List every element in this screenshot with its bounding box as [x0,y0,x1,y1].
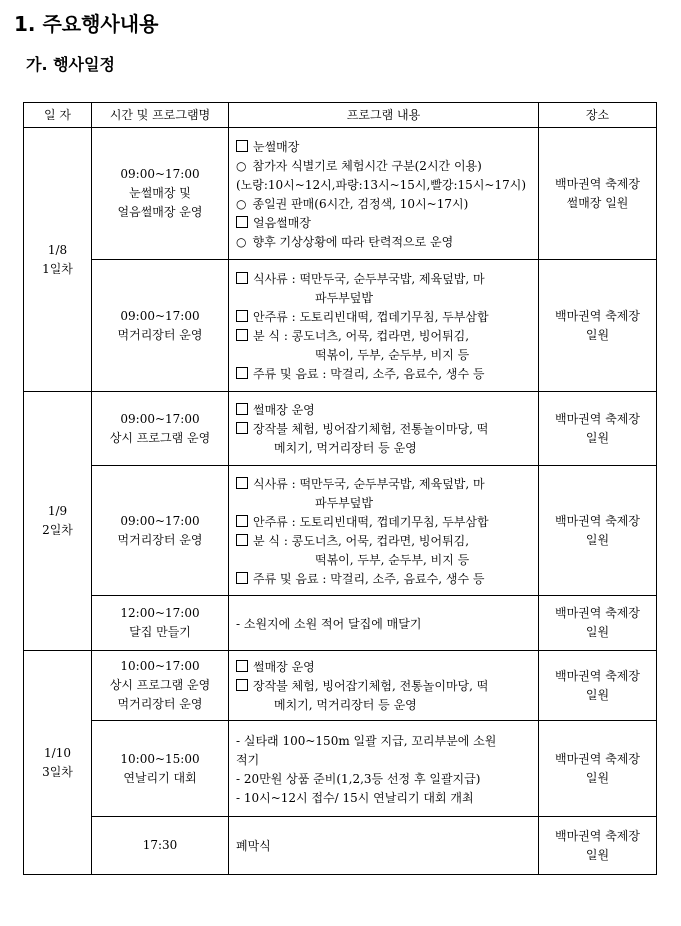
content-text: 분 식 : 콩도너츠, 어묵, 컵라면, 빙어튀김, [253,533,470,548]
content-text: 적기 [236,752,260,767]
time-program-cell: 17:30 [92,817,229,875]
content-line [236,789,532,808]
content-line [236,475,532,494]
content-line [236,308,532,327]
bullet-circle: ○ [236,158,247,173]
content-line [236,570,532,589]
content-cell [229,466,539,596]
time-program-cell: 09:00~17:00 상시 프로그램 운영 [92,392,229,466]
content-cell [229,721,539,817]
day-cell: 1/8 1일차 [24,128,92,392]
content-line [236,327,532,346]
content-line [236,615,532,634]
table-row [24,651,657,721]
content-line [236,289,532,308]
time-program-cell: 12:00~17:00 달집 만들기 [92,596,229,651]
day-cell: 1/10 3일차 [24,651,92,875]
content-line [236,551,532,570]
content-line [236,214,532,233]
table-row [24,392,657,466]
content-text: 주류 및 음료 : 막걸리, 소주, 음료수, 생수 등 [253,571,485,586]
checkbox-icon [236,422,248,434]
content-line [236,513,532,532]
content-text: - 실타래 100~150m 일괄 지급, 꼬리부분에 소원 [236,733,497,748]
content-cell [229,260,539,392]
checkbox-icon [236,660,248,672]
checkbox-icon [236,534,248,546]
bullet-circle: ○ [236,234,247,249]
checkbox-icon [236,403,248,415]
content-line [236,233,532,252]
header-place: 장소 [539,103,657,128]
table-row [24,721,657,817]
checkbox-icon [236,329,248,341]
content-text: 식사류 : 떡만두국, 순두부국밥, 제육덮밥, 마 [253,476,485,491]
section-subtitle: 가. 행사일정 [26,55,115,74]
checkbox-icon [236,679,248,691]
bullet-circle: ○ [236,196,247,211]
content-line [236,439,532,458]
content-text: 분 식 : 콩도너츠, 어묵, 컵라면, 빙어튀김, [253,328,470,343]
table-row [24,817,657,875]
time-program-cell: 10:00~15:00 연날리기 대회 [92,721,229,817]
content-line [236,732,532,751]
content-text: 눈썰매장 [253,139,300,154]
place-cell: 백마권역 축제장 일원 [539,392,657,466]
header-date: 일 자 [24,103,92,128]
header-time-program: 시간 및 프로그램명 [92,103,229,128]
checkbox-icon [236,367,248,379]
place-cell: 백마권역 축제장 일원 [539,466,657,596]
content-text: 주류 및 음료 : 막걸리, 소주, 음료수, 생수 등 [253,366,485,381]
content-text: 파두부덮밥 [315,495,373,510]
content-line [236,751,532,770]
checkbox-icon [236,310,248,322]
content-line [236,770,532,789]
content-line [236,270,532,289]
content-cell [229,651,539,721]
time-program-cell: 09:00~17:00 눈썰매장 및 얼음썰매장 운영 [92,128,229,260]
content-text: - 소원지에 소원 적어 달집에 매달기 [236,616,422,631]
content-line [236,401,532,420]
table-header-row [24,103,657,128]
table-row [24,596,657,651]
content-text: 메치기, 먹거리장터 등 운영 [274,698,417,712]
content-cell [229,817,539,875]
content-line [236,696,532,715]
checkbox-icon [236,515,248,527]
content-text: 떡볶이, 두부, 순두부, 비지 등 [315,347,470,362]
content-line [236,365,532,384]
content-text: (노랑:10시~12시,파랑:13시~15시,빨강:15시~17시) [236,177,527,192]
content-cell [229,128,539,260]
header-content: 프로그램 내용 [229,103,539,128]
content-line [236,677,532,696]
content-line [236,157,532,176]
place-cell: 백마권역 축제장 일원 [539,596,657,651]
table-row [24,466,657,596]
table-row [24,260,657,392]
content-line [236,346,532,365]
place-cell: 백마권역 축제장 썰매장 일원 [539,128,657,260]
schedule-table [23,102,657,875]
content-text: 참가자 식별기로 체험시간 구분(2시간 이용) [252,158,482,173]
content-line [236,420,532,439]
content-text: 장작불 체험, 빙어잡기체험, 전통놀이마당, 떡 [253,679,489,693]
content-text: 종일권 판매(6시간, 검정색, 10시~17시) [252,196,469,211]
content-line [236,494,532,513]
content-text: 썰매장 운영 [253,660,315,674]
content-text: 얼음썰매장 [253,215,311,230]
content-line [236,195,532,214]
day-cell: 1/9 2일차 [24,392,92,651]
content-text: 장작불 체험, 빙어잡기체험, 전통놀이마당, 떡 [253,422,489,436]
time-program-cell: 09:00~17:00 먹거리장터 운영 [92,466,229,596]
section-title: 1. 주요행사내용 [14,12,159,36]
checkbox-icon [236,477,248,489]
checkbox-icon [236,272,248,284]
content-line [236,176,532,195]
place-cell: 백마권역 축제장 일원 [539,721,657,817]
content-line [236,532,532,551]
content-line [236,837,532,856]
time-program-cell: 10:00~17:00 상시 프로그램 운영 먹거리장터 운영 [92,651,229,721]
content-text: 파두부덮밥 [315,290,373,305]
place-cell: 백마권역 축제장 일원 [539,817,657,875]
checkbox-icon [236,572,248,584]
content-text: 폐막식 [236,839,271,853]
content-text: 식사류 : 떡만두국, 순두부국밥, 제육덮밥, 마 [253,271,485,286]
content-line [236,658,532,677]
content-text: 안주류 : 도토리빈대떡, 껍데기무침, 두부삼합 [253,514,489,529]
table-row [24,128,657,260]
place-cell: 백마권역 축제장 일원 [539,651,657,721]
content-line [236,138,532,157]
content-text: 메치기, 먹거리장터 등 운영 [274,441,417,455]
checkbox-icon [236,140,248,152]
content-text: - 20만원 상품 준비(1,2,3등 선정 후 일괄지급) [236,771,481,786]
content-text: 떡볶이, 두부, 순두부, 비지 등 [315,552,470,567]
time-program-cell: 09:00~17:00 먹거리장터 운영 [92,260,229,392]
checkbox-icon [236,216,248,228]
content-cell [229,596,539,651]
content-text: 안주류 : 도토리빈대떡, 껍데기무침, 두부삼합 [253,309,489,324]
content-text: 향후 기상상황에 따라 탄력적으로 운영 [252,234,454,249]
place-cell: 백마권역 축제장 일원 [539,260,657,392]
content-text: - 10시~12시 접수/ 15시 연날리기 대회 개최 [236,790,474,805]
content-cell [229,392,539,466]
content-text: 썰매장 운영 [253,403,315,417]
